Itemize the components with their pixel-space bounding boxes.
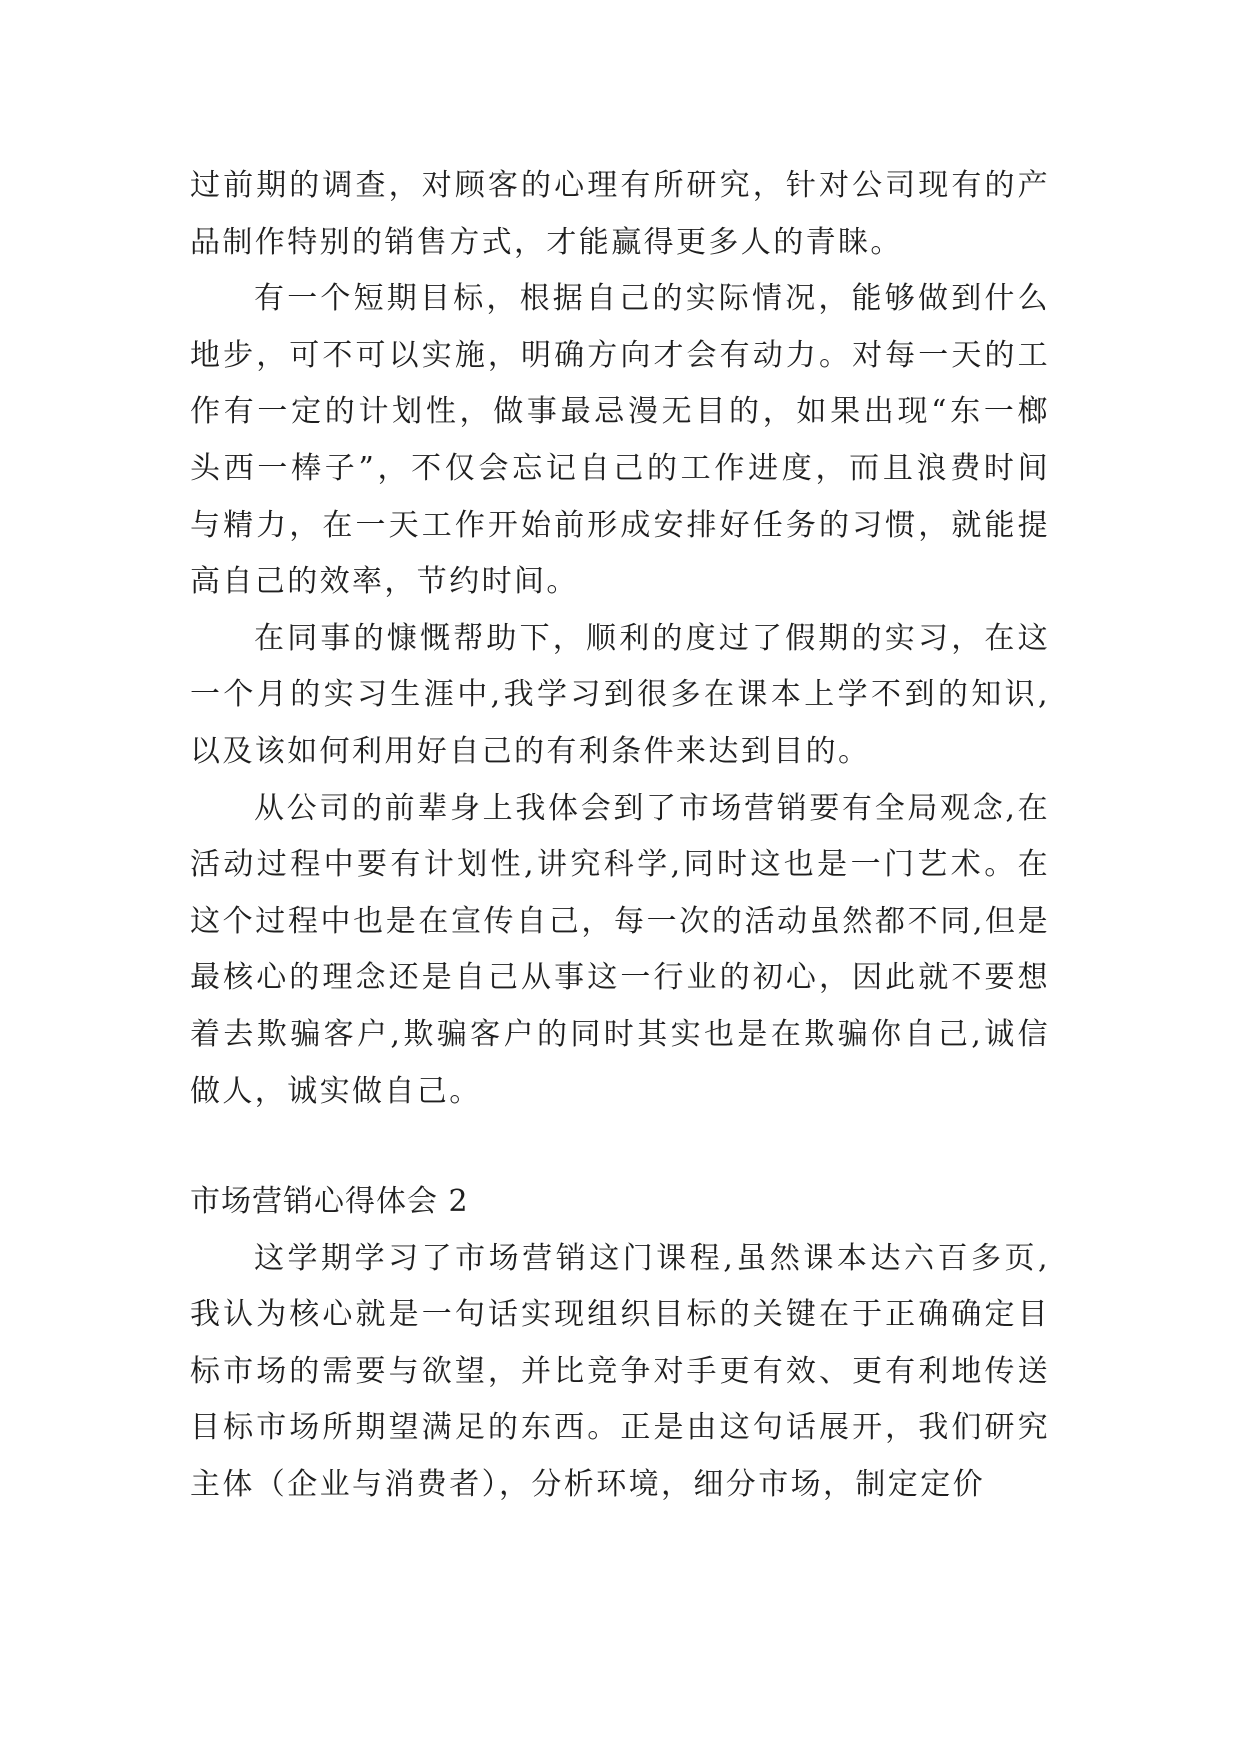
- document-body: [190, 158, 1050, 1514]
- paragraph-continuation: 过前期的调查，对顾客的心理有所研究，针对公司现有的产品制作特别的销售方式，才能赢得更多人的青睐。: [190, 168, 1050, 260]
- paragraph-colleague-help: 在同事的慷慨帮助下，顺利的度过了假期的实习，在这一个月的实习生涯中,我学习到很多在课本上学不到的知识,以及该如何利用好自己的有利条件来达到目的。: [190, 620, 1050, 769]
- paragraph-course-summary: 这学期学习了市场营销这门课程,虽然课本达六百多页,我认为核心就是一句话实现组织目标的关键在于正确确定目标市场的需要与欲望，并比竞争对手更有效、更有利地传送目标市场所期望满足的东西。正是由这句话展开，我们研究主体（企业与消费者），分析环境，细分市场，制定定价: [190, 1240, 1050, 1503]
- section-title: 市场营销心得体会 2: [190, 1184, 469, 1220]
- paragraph-senior-lessons: 从公司的前辈身上我体会到了市场营销要有全局观念,在活动过程中要有计划性,讲究科学,同时这也是一门艺术。在这个过程中也是在宣传自己，每一次的活动虽然都不同,但是最核心的理念还是自己从事这一行业的初心，因此就不要想着去欺骗客户,欺骗客户的同时其实也是在欺骗你自己,诚信做人，诚实做自己。: [190, 790, 1050, 1109]
- paragraph-short-term-goal: 有一个短期目标，根据自己的实际情况，能够做到什么地步，可不可以实施，明确方向才会有动力。对每一天的工作有一定的计划性，做事最忌漫无目的，如果出现“东一榔头西一棒子”，不仅会忘记自己的工作进度，而且浪费时间与精力，在一天工作开始前形成安排好任务的习惯，就能提高自己的效率，节约时间。: [190, 281, 1050, 600]
